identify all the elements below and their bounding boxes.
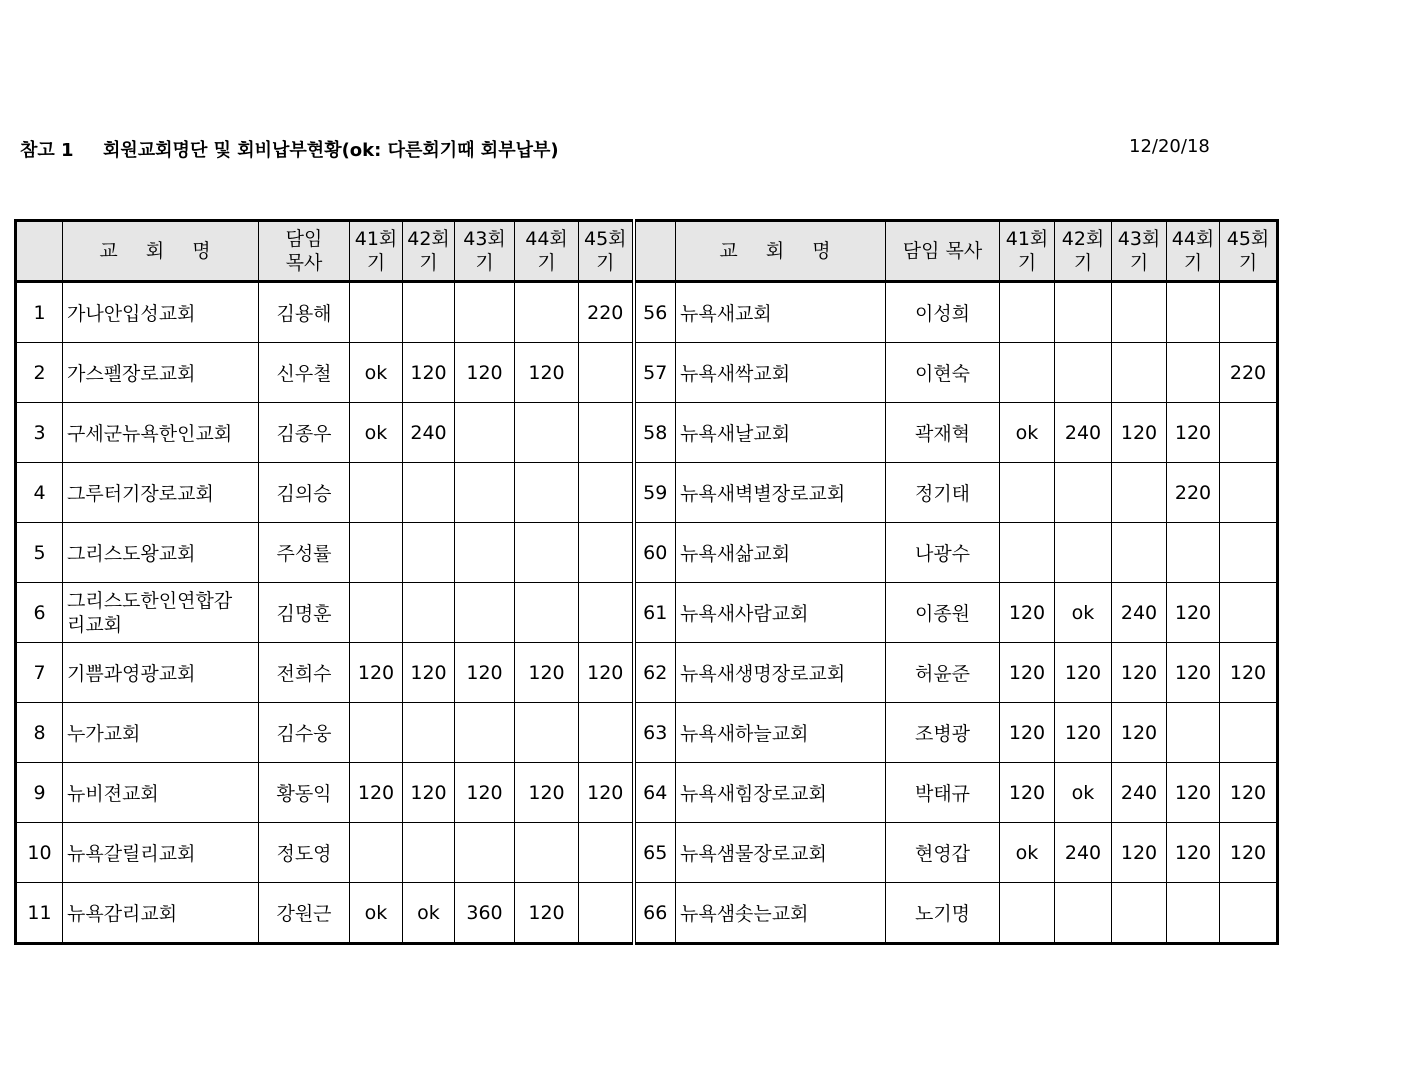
pastor-name: 박태규	[886, 763, 1000, 823]
header-session-41-line2: 기	[366, 252, 386, 274]
row-number: 4	[16, 463, 63, 523]
session-45-fee	[579, 523, 634, 583]
row-number: 11	[16, 883, 63, 944]
church-name: 뉴욕새싹교회	[676, 343, 886, 403]
session-43-fee	[1112, 523, 1167, 583]
church-name: 뉴욕새사람교회	[676, 583, 886, 643]
session-45-fee: 220	[579, 282, 634, 343]
church-name: 뉴욕새날교회	[676, 403, 886, 463]
pastor-name: 이성희	[886, 282, 1000, 343]
session-45-fee: 120	[579, 643, 634, 703]
session-43-fee: 120	[455, 643, 515, 703]
church-name: 누가교회	[63, 703, 259, 763]
church-name	[63, 583, 259, 643]
row-number: 8	[16, 703, 63, 763]
session-45-fee	[1220, 883, 1278, 944]
church-name: 뉴욕새삶교회	[676, 523, 886, 583]
session-45-fee: 120	[1220, 763, 1278, 823]
row-number: 65	[634, 823, 676, 883]
church-name: 뉴욕새교회	[676, 282, 886, 343]
session-44-fee: 120	[1167, 403, 1220, 463]
session-43-fee	[1112, 463, 1167, 523]
session-41-fee	[1000, 523, 1055, 583]
session-42-fee	[403, 583, 455, 643]
session-42-fee	[403, 703, 455, 763]
session-43-fee: 120	[455, 343, 515, 403]
church-name-line1: 그리스도한인연합감	[67, 589, 233, 612]
church-name: 구세군뉴욕한인교회	[63, 403, 259, 463]
header-session-41-right	[1000, 221, 1055, 282]
pastor-name: 김용해	[259, 282, 350, 343]
session-42-fee: 240	[1055, 403, 1112, 463]
session-45-fee: 120	[579, 763, 634, 823]
pastor-name: 강원근	[259, 883, 350, 944]
session-43-fee	[455, 523, 515, 583]
row-number: 7	[16, 643, 63, 703]
session-42-fee	[1055, 343, 1112, 403]
session-41-fee	[1000, 343, 1055, 403]
session-41-fee	[350, 523, 403, 583]
header-row	[16, 221, 1278, 282]
header-session-45-right-line2: 기	[1238, 252, 1258, 274]
session-42-fee	[403, 463, 455, 523]
header-session-42-right-line1: 42회	[1061, 228, 1105, 250]
church-name: 뉴욕새하늘교회	[676, 703, 886, 763]
table-row	[16, 703, 1278, 763]
session-41-fee	[1000, 883, 1055, 944]
session-43-fee: 120	[1112, 643, 1167, 703]
session-44-fee: 120	[515, 763, 579, 823]
header-session-41	[350, 221, 403, 282]
session-44-fee	[515, 403, 579, 463]
table-header	[16, 221, 1278, 282]
session-43-fee	[1112, 282, 1167, 343]
session-41-fee: ok	[1000, 823, 1055, 883]
session-45-fee	[1220, 282, 1278, 343]
pastor-name: 이종원	[886, 583, 1000, 643]
pastor-name: 김수웅	[259, 703, 350, 763]
session-41-fee	[1000, 463, 1055, 523]
church-name: 뉴욕샘물장로교회	[676, 823, 886, 883]
session-43-fee: 120	[1112, 703, 1167, 763]
session-42-fee	[1055, 883, 1112, 944]
pastor-name: 정도영	[259, 823, 350, 883]
session-45-fee	[1220, 523, 1278, 583]
church-name: 가스펠장로교회	[63, 343, 259, 403]
session-45-fee	[579, 343, 634, 403]
session-42-fee	[403, 823, 455, 883]
pastor-name: 신우철	[259, 343, 350, 403]
pastor-name: 조병광	[886, 703, 1000, 763]
session-43-fee: 240	[1112, 583, 1167, 643]
session-42-fee	[1055, 523, 1112, 583]
session-45-fee	[579, 883, 634, 944]
session-45-fee	[1220, 463, 1278, 523]
session-41-fee: ok	[350, 343, 403, 403]
session-43-fee	[455, 703, 515, 763]
session-42-fee: 240	[1055, 823, 1112, 883]
session-44-fee	[515, 282, 579, 343]
session-44-fee: 120	[1167, 583, 1220, 643]
row-number: 66	[634, 883, 676, 944]
session-44-fee: 120	[1167, 823, 1220, 883]
header-session-45-line2: 기	[596, 252, 615, 274]
session-45-fee	[579, 583, 634, 643]
header-session-42-line2: 기	[419, 252, 438, 274]
header-pastor	[259, 221, 350, 282]
session-41-fee	[350, 282, 403, 343]
session-43-fee	[455, 823, 515, 883]
header-session-42-right-line2: 기	[1073, 252, 1093, 274]
header-session-44-line2: 기	[537, 252, 556, 274]
session-44-fee	[1167, 523, 1220, 583]
church-name: 뉴욕감리교회	[63, 883, 259, 944]
header-session-43-right	[1112, 221, 1167, 282]
table-row	[16, 823, 1278, 883]
row-number: 9	[16, 763, 63, 823]
session-41-fee: 120	[350, 763, 403, 823]
row-number: 63	[634, 703, 676, 763]
pastor-name: 김종우	[259, 403, 350, 463]
session-41-fee: ok	[350, 883, 403, 944]
session-43-fee	[1112, 343, 1167, 403]
session-42-fee: 120	[403, 643, 455, 703]
session-44-fee	[1167, 343, 1220, 403]
row-number: 56	[634, 282, 676, 343]
header-session-41-right-line2: 기	[1017, 252, 1037, 274]
session-43-fee: 120	[1112, 823, 1167, 883]
session-43-fee	[1112, 883, 1167, 944]
session-44-fee	[515, 463, 579, 523]
session-44-fee	[515, 583, 579, 643]
session-44-fee	[515, 703, 579, 763]
row-number: 58	[634, 403, 676, 463]
document-date: 12/20/18	[1129, 136, 1210, 157]
header-session-43	[455, 221, 515, 282]
header-pastor-right: 담임 목사	[886, 221, 1000, 282]
header-session-44	[515, 221, 579, 282]
session-42-fee	[1055, 282, 1112, 343]
session-41-fee	[1000, 282, 1055, 343]
header-session-45-right-line1: 45회	[1226, 228, 1270, 250]
church-name: 뉴욕새생명장로교회	[676, 643, 886, 703]
session-43-fee	[455, 282, 515, 343]
session-45-fee	[579, 403, 634, 463]
row-number: 64	[634, 763, 676, 823]
table-row	[16, 282, 1278, 343]
session-45-fee	[1220, 703, 1278, 763]
member-church-table	[14, 219, 1279, 945]
header-session-41-right-line1: 41회	[1005, 228, 1049, 250]
church-name: 그리스도왕교회	[63, 523, 259, 583]
session-41-fee: 120	[1000, 643, 1055, 703]
row-number: 59	[634, 463, 676, 523]
header-session-42-right	[1055, 221, 1112, 282]
header-session-43-line2: 기	[475, 252, 494, 274]
session-41-fee	[350, 463, 403, 523]
church-name: 그루터기장로교회	[63, 463, 259, 523]
table-row	[16, 523, 1278, 583]
pastor-name: 노기명	[886, 883, 1000, 944]
session-42-fee: 120	[403, 763, 455, 823]
church-name: 뉴비젼교회	[63, 763, 259, 823]
header-session-45	[579, 221, 634, 282]
session-42-fee	[403, 282, 455, 343]
table-row	[16, 403, 1278, 463]
table-row	[16, 643, 1278, 703]
table-row	[16, 463, 1278, 523]
session-44-fee	[515, 523, 579, 583]
table-body	[16, 282, 1278, 944]
session-42-fee: 120	[1055, 703, 1112, 763]
session-41-fee: 120	[1000, 583, 1055, 643]
session-44-fee: 120	[1167, 763, 1220, 823]
session-45-fee: 120	[1220, 823, 1278, 883]
session-44-fee: 120	[515, 643, 579, 703]
table-row	[16, 883, 1278, 944]
session-41-fee: 120	[1000, 763, 1055, 823]
session-44-fee: 120	[515, 883, 579, 944]
header-session-43-right-line2: 기	[1129, 252, 1149, 274]
session-44-fee	[515, 823, 579, 883]
church-name: 기쁨과영광교회	[63, 643, 259, 703]
session-42-fee	[403, 523, 455, 583]
session-44-fee: 220	[1167, 463, 1220, 523]
pastor-name: 주성률	[259, 523, 350, 583]
header-session-42-line1: 42회	[407, 228, 450, 250]
pastor-name: 전희수	[259, 643, 350, 703]
church-name: 가나안입성교회	[63, 282, 259, 343]
header-session-41-line1: 41회	[354, 228, 398, 250]
header-session-44-right-line1: 44회	[1171, 228, 1215, 250]
session-42-fee: 240	[403, 403, 455, 463]
header-session-44-right	[1167, 221, 1220, 282]
session-43-fee	[455, 403, 515, 463]
row-number: 5	[16, 523, 63, 583]
session-45-fee: 120	[1220, 643, 1278, 703]
session-43-fee: 120	[1112, 403, 1167, 463]
session-43-fee: 360	[455, 883, 515, 944]
header-session-44-line1: 44회	[525, 228, 568, 250]
document-title: 회원교회명단 및 회비납부현황(ok: 다른회기때 회부납부)	[103, 140, 559, 161]
session-42-fee: ok	[1055, 763, 1112, 823]
church-name-line2: 리교회	[67, 613, 123, 636]
header-church: 교 회 명	[63, 221, 259, 282]
header-session-43-right-line1: 43회	[1117, 228, 1161, 250]
pastor-name: 현영갑	[886, 823, 1000, 883]
session-44-fee: 120	[515, 343, 579, 403]
table-row	[16, 583, 1278, 643]
session-43-fee	[455, 463, 515, 523]
session-42-fee: 120	[1055, 643, 1112, 703]
session-41-fee: ok	[350, 403, 403, 463]
header-pastor-line2: 목사	[285, 252, 323, 274]
header-session-42	[403, 221, 455, 282]
header-church-right: 교 회 명	[676, 221, 886, 282]
table-row	[16, 763, 1278, 823]
session-41-fee	[350, 583, 403, 643]
pastor-name: 이현숙	[886, 343, 1000, 403]
session-45-fee	[1220, 583, 1278, 643]
session-45-fee	[579, 823, 634, 883]
session-41-fee	[350, 703, 403, 763]
session-45-fee: 220	[1220, 343, 1278, 403]
row-number: 61	[634, 583, 676, 643]
header-session-45-line1: 45회	[583, 228, 627, 250]
session-45-fee	[579, 703, 634, 763]
header-no-right	[634, 221, 676, 282]
session-44-fee	[1167, 703, 1220, 763]
pastor-name: 곽재혁	[886, 403, 1000, 463]
session-41-fee: ok	[1000, 403, 1055, 463]
session-45-fee	[1220, 403, 1278, 463]
header-no	[16, 221, 63, 282]
church-name: 뉴욕갈릴리교회	[63, 823, 259, 883]
session-43-fee: 240	[1112, 763, 1167, 823]
row-number: 62	[634, 643, 676, 703]
session-43-fee: 120	[455, 763, 515, 823]
pastor-name: 김명훈	[259, 583, 350, 643]
pastor-name: 정기태	[886, 463, 1000, 523]
session-42-fee: 120	[403, 343, 455, 403]
pastor-name: 나광수	[886, 523, 1000, 583]
session-41-fee	[350, 823, 403, 883]
row-number: 10	[16, 823, 63, 883]
row-number: 3	[16, 403, 63, 463]
pastor-name: 허윤준	[886, 643, 1000, 703]
session-43-fee	[455, 583, 515, 643]
session-44-fee: 120	[1167, 643, 1220, 703]
table-row	[16, 343, 1278, 403]
pastor-name: 황동익	[259, 763, 350, 823]
row-number: 60	[634, 523, 676, 583]
session-41-fee: 120	[350, 643, 403, 703]
reference-label: 참고 1	[20, 140, 74, 161]
header-session-44-right-line2: 기	[1183, 252, 1203, 274]
church-name: 뉴욕새힘장로교회	[676, 763, 886, 823]
row-number: 1	[16, 282, 63, 343]
session-42-fee	[1055, 463, 1112, 523]
header-session-43-line1: 43회	[463, 228, 506, 250]
row-number: 2	[16, 343, 63, 403]
row-number: 6	[16, 583, 63, 643]
row-number: 57	[634, 343, 676, 403]
church-name: 뉴욕새벽별장로교회	[676, 463, 886, 523]
session-42-fee: ok	[1055, 583, 1112, 643]
header-session-45-right	[1220, 221, 1278, 282]
session-44-fee	[1167, 883, 1220, 944]
session-41-fee: 120	[1000, 703, 1055, 763]
session-44-fee	[1167, 282, 1220, 343]
pastor-name: 김의승	[259, 463, 350, 523]
session-42-fee: ok	[403, 883, 455, 944]
church-name: 뉴욕샘솟는교회	[676, 883, 886, 944]
session-45-fee	[579, 463, 634, 523]
header-pastor-line1: 담임	[285, 228, 323, 250]
